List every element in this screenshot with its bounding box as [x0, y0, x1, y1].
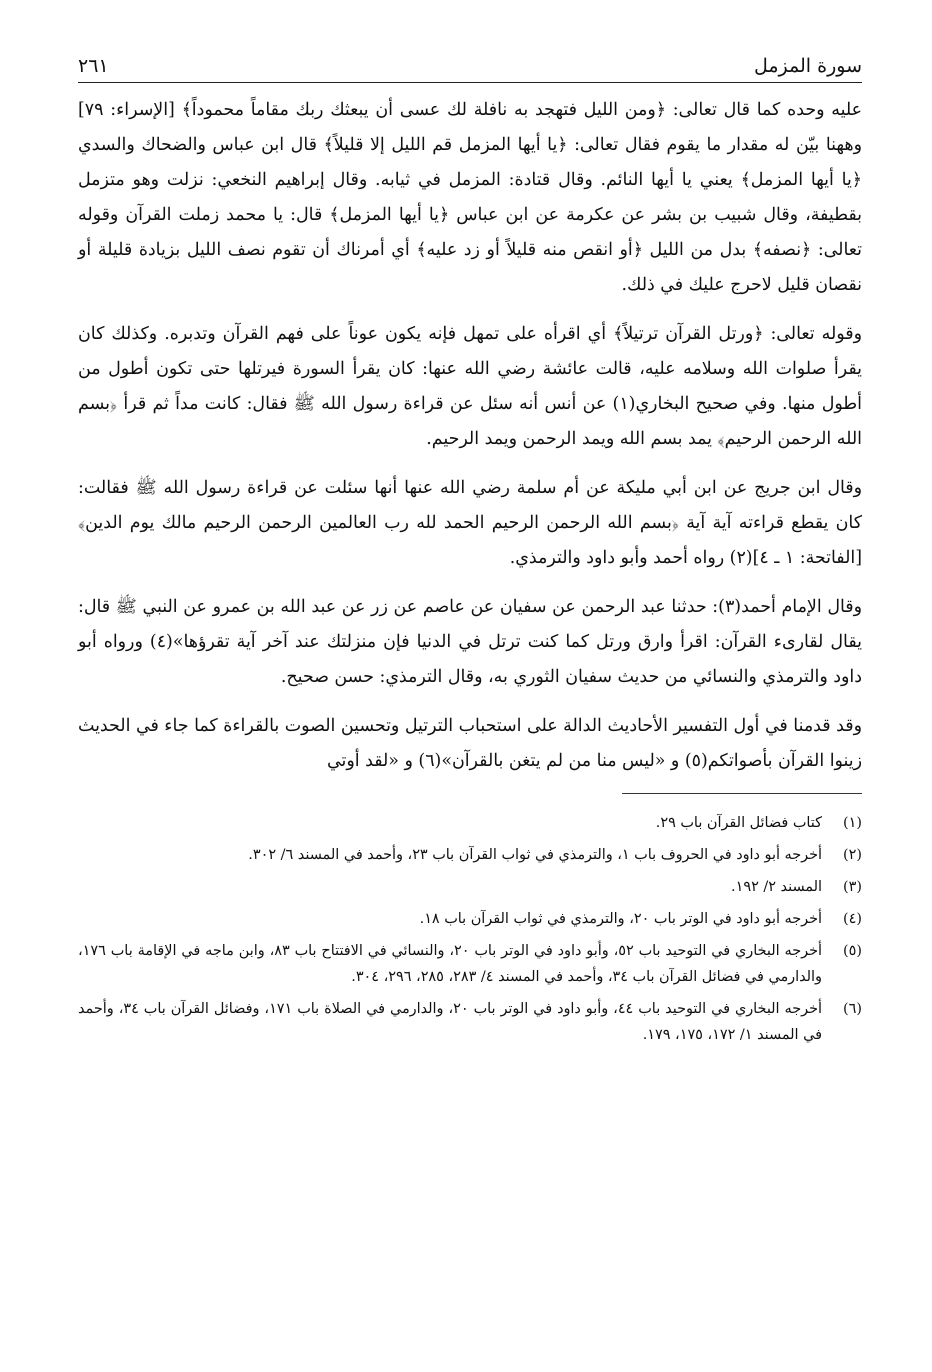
footnote-1: [78, 810, 862, 836]
footnote-number: (٥): [843, 943, 862, 959]
footnote-number: (٦): [843, 1001, 862, 1017]
footnote-text: أخرجه أبو داود في الحروف باب ١، والترمذي في ثواب القرآن باب ٢٣، وأحمد في المسند ٦/ ٣٠٢.: [248, 847, 822, 863]
footnote-text: المسند ٢/ ١٩٢.: [731, 879, 822, 895]
paragraph-3: وقال ابن جريج عن ابن أبي مليكة عن أم سلمة رضي الله عنها أنها سئلت عن قراءة رسول الله ﷺ فقالت: كان يقطع قراءته آية آية ﴿بسم الله الرحمن الرحيم الحمد لله رب العالمين الرحمن الرحيم مالك يوم الدين﴾ [الفاتحة: ١ ـ ٤](٢) رواه أحمد وأبو داود والترمذي.: [78, 478, 862, 568]
running-header: [78, 44, 862, 80]
main-text: [78, 93, 862, 779]
page: [78, 44, 862, 1054]
footnote-2: [78, 842, 862, 868]
footnote-text: أخرجه البخاري في التوحيد باب ٥٢، وأبو داود في الوتر باب ٢٠، والنسائي في الافتتاح باب ٨٣، وابن ماجه في الإقامة باب ١٧٦، والدارمي في فضائل القرآن باب ٣٤، وأحمد في المسند ٤/ ٢٨٣، ٢٨٥، ٢٩٦، ٣٠٤.: [78, 943, 822, 985]
footnote-5: [78, 938, 862, 990]
footnote-6: [78, 996, 862, 1048]
footnote-text: أخرجه أبو داود في الوتر باب ٢٠، والترمذي في ثواب القرآن باب ١٨.: [419, 911, 822, 927]
footnote-text: أخرجه البخاري في التوحيد باب ٤٤، وأبو داود في الوتر باب ٢٠، والدارمي في الصلاة باب ١٧١، وفضائل القرآن باب ٣٤، وأحمد في المسند ١/ ١٧٢، ١٧٥، ١٧٩.: [78, 1001, 822, 1043]
footnote-text: كتاب فضائل القرآن باب ٢٩.: [655, 815, 822, 831]
footnote-number: (٤): [843, 911, 862, 927]
paragraph-2: وقوله تعالى: ﴿ورتل القرآن ترتيلاً﴾ أي اقرأه على تمهل فإنه يكون عوناً على فهم القرآن وتدبره. وكذلك كان يقرأ صلوات الله وسلامه عليه، قالت عائشة رضي الله عنها: كان يقرأ السورة فيرتلها حتى تكون أطول من أطول منها. وفي صحيح البخاري(١) عن أنس أنه سئل عن قراءة رسول الله ﷺ فقال: كانت مداً ثم قرأ ﴿بسم الله الرحمن الرحيم﴾ يمد بسم الله ويمد الرحمن ويمد الرحيم.: [78, 324, 862, 449]
paragraph-1: عليه وحده كما قال تعالى: ﴿ومن الليل فتهجد به نافلة لك عسى أن يبعثك ربك مقاماً محموداً﴾ [الإسراء: ٧٩] وههنا بيّن له مقدار ما يقوم فقال تعالى: ﴿يا أيها المزمل قم الليل إلا قليلاً﴾ قال ابن عباس والضحاك والسدي ﴿يا أيها المزمل﴾ يعني يا أيها النائم. وقال قتادة: المزمل في ثيابه. وقال إبراهيم النخعي: نزلت وهو متزمل بقطيفة، وقال شبيب بن بشر عن عكرمة عن ابن عباس ﴿يا أيها المزمل﴾ قال: يا محمد زملت القرآن وقوله تعالى: ﴿نصفه﴾ بدل من الليل ﴿أو انقص منه قليلاً أو زد عليه﴾ أي أمرناك أن تقوم نصف الليل بزيادة قليلة أو نقصان قليل لاحرج عليك في ذلك.: [78, 100, 862, 295]
footnote-3: [78, 874, 862, 900]
page-number: ٢٦١: [78, 55, 109, 77]
header-divider: [78, 82, 862, 83]
paragraph-4: وقال الإمام أحمد(٣): حدثنا عبد الرحمن عن سفيان عن عاصم عن زر عن عبد الله بن عمرو عن النبي ﷺ قال: يقال لقارىء القرآن: اقرأ وارق ورتل كما كنت ترتل في الدنيا فإن منزلتك عند آخر آية تقرؤها»(٤) ورواه أبو داود والترمذي والنسائي من حديث سفيان الثوري به، وقال الترمذي: حسن صحيح.: [78, 597, 862, 687]
footnote-number: (١): [843, 815, 862, 831]
surah-title: سورة المزمل: [753, 55, 862, 77]
footnote-number: (٣): [843, 879, 862, 895]
footnotes: [78, 810, 862, 1048]
footnote-number: (٢): [843, 847, 862, 863]
footnote-divider: [622, 793, 862, 794]
footnote-4: [78, 906, 862, 932]
paragraph-5: وقد قدمنا في أول التفسير الأحاديث الدالة على استحباب الترتيل وتحسين الصوت بالقراءة كما جاء في الحديث زينوا القرآن بأصواتكم(٥) و «ليس منا من لم يتغن بالقرآن»(٦) و «لقد أوتي: [78, 716, 862, 771]
